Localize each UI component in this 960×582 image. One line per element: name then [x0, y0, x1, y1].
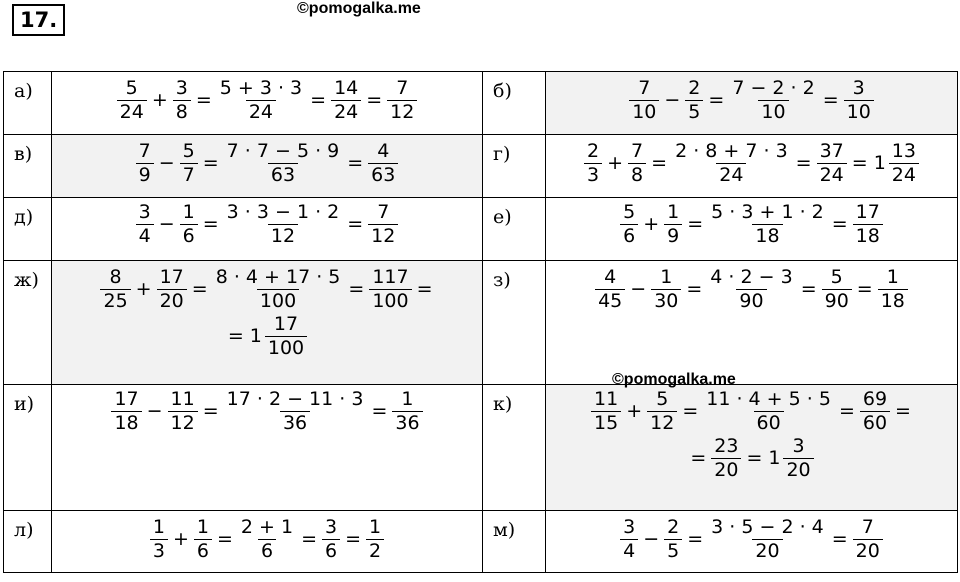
numerator: 5 [830, 266, 843, 288]
operator: = [682, 400, 699, 423]
expression-line [134, 141, 401, 186]
fraction [647, 389, 677, 434]
numerator: 1 [886, 266, 899, 288]
numerator: 1 [182, 201, 195, 223]
expression-line [115, 78, 420, 123]
numerator: 2 + 1 [240, 516, 294, 538]
fraction [265, 314, 307, 359]
operator: = [686, 278, 703, 301]
numerator: 3 [175, 77, 188, 99]
denominator: 20 [752, 539, 782, 562]
numerator: 3 [138, 201, 151, 223]
numerator: 4 [604, 266, 617, 288]
table-row [4, 385, 958, 511]
expression-line [618, 517, 885, 562]
fraction [591, 389, 621, 434]
numerator: 1 [196, 516, 209, 538]
operator: = [227, 325, 244, 348]
numerator: 69 [862, 388, 888, 410]
fraction [817, 141, 847, 186]
denominator: 9 [136, 163, 154, 186]
denominator: 90 [736, 289, 766, 312]
numerator: 2 · 8 + 7 · 3 [675, 140, 788, 162]
exercise-label: л) [4, 511, 52, 573]
denominator: 24 [817, 163, 847, 186]
fraction [387, 78, 417, 123]
exercise-solution [52, 72, 483, 135]
denominator: 8 [173, 100, 191, 123]
numerator: 3 [623, 516, 636, 538]
fraction [664, 202, 682, 247]
denominator: 100 [265, 336, 307, 359]
operator: + [151, 89, 168, 112]
denominator: 36 [280, 411, 310, 434]
fraction [180, 141, 198, 186]
operator: = [795, 152, 812, 175]
fraction [620, 202, 638, 247]
exercise-solution [546, 198, 958, 261]
numerator: 7 − 2 · 2 [732, 77, 815, 99]
denominator: 20 [853, 539, 883, 562]
denominator: 25 [100, 289, 130, 312]
fraction [194, 517, 212, 562]
expression-line [225, 314, 309, 359]
fraction [168, 389, 198, 434]
fraction [628, 141, 646, 186]
operator: + [135, 278, 152, 301]
denominator: 15 [591, 411, 621, 434]
expression-line [98, 267, 435, 312]
numerator: 17 · 2 − 11 · 3 [226, 388, 364, 410]
numerator: 17 [855, 201, 880, 223]
exercise-solution [52, 135, 483, 198]
operator: − [146, 400, 163, 423]
denominator: 12 [368, 224, 398, 247]
exercise-solution [546, 511, 958, 573]
operator: = [301, 528, 318, 551]
fraction [224, 389, 367, 434]
expression-line [627, 78, 876, 123]
operator: = [202, 152, 219, 175]
numerator: 17 [114, 388, 139, 410]
numerator: 5 [656, 388, 669, 410]
numerator: 11 [594, 388, 619, 410]
fraction [111, 389, 141, 434]
fraction [703, 389, 834, 434]
denominator: 100 [369, 289, 411, 312]
operator: = [831, 213, 848, 236]
operator: = [216, 528, 233, 551]
numerator: 7 [396, 77, 409, 99]
numerator: 3 [325, 516, 338, 538]
operator: = [651, 152, 668, 175]
exercise-label: е) [483, 198, 546, 261]
denominator: 100 [257, 289, 299, 312]
operator: = [687, 528, 704, 551]
operator: − [630, 278, 647, 301]
exercise-solution [52, 198, 483, 261]
fraction [331, 78, 361, 123]
fraction [150, 517, 168, 562]
operator: = [348, 278, 365, 301]
operator: = [687, 213, 704, 236]
denominator: 5 [685, 100, 703, 123]
denominator: 24 [117, 100, 147, 123]
denominator: 20 [711, 458, 741, 481]
solutions-table-body [4, 72, 958, 573]
fraction [711, 436, 741, 481]
denominator: 6 [322, 539, 340, 562]
operator: + [643, 213, 660, 236]
denominator: 3 [584, 163, 602, 186]
numerator: 5 [623, 201, 636, 223]
operator: = [347, 152, 364, 175]
numerator: 23 [714, 434, 739, 457]
numerator: 2 [587, 140, 600, 162]
denominator: 6 [258, 539, 276, 562]
operator: = [191, 278, 208, 301]
denominator: 6 [194, 539, 212, 562]
exercise-label: б) [483, 72, 546, 135]
fraction [100, 267, 130, 312]
numerator: 3 · 5 − 2 · 4 [711, 516, 824, 538]
exercise-label: в) [4, 135, 52, 198]
denominator: 9 [664, 224, 682, 247]
numerator: 4 [377, 140, 390, 162]
operator: = [202, 213, 219, 236]
operator: = [851, 152, 868, 175]
fraction [584, 141, 602, 186]
operator: + [626, 400, 643, 423]
fraction [180, 202, 198, 247]
fraction [136, 141, 154, 186]
operator: = [708, 89, 725, 112]
denominator: 7 [180, 163, 198, 186]
denominator: 24 [331, 100, 361, 123]
fraction [822, 267, 852, 312]
table-row [4, 261, 958, 385]
operator: = [831, 528, 848, 551]
table-row [4, 511, 958, 573]
fraction [853, 202, 883, 247]
numerator: 4 · 2 − 3 [710, 266, 793, 288]
fraction [369, 267, 411, 312]
operator: = [345, 528, 362, 551]
fraction [213, 267, 344, 312]
fraction [224, 202, 343, 247]
fraction [157, 267, 187, 312]
numerator: 3 · 3 − 1 · 2 [226, 201, 340, 223]
numerator: 117 [372, 266, 409, 288]
exercise-solution [546, 135, 958, 198]
operator: = [416, 278, 433, 301]
operator: = [366, 89, 383, 112]
numerator: 5 + 3 · 3 [219, 77, 303, 99]
denominator: 8 [628, 163, 646, 186]
operator: = [690, 447, 707, 470]
fraction [844, 78, 874, 123]
exercise-label: м) [483, 511, 546, 573]
denominator: 12 [647, 411, 677, 434]
fraction [136, 202, 154, 247]
denominator: 18 [878, 289, 908, 312]
denominator: 24 [716, 163, 746, 186]
numerator: 7 [377, 201, 390, 223]
exercise-solution [52, 385, 483, 511]
operator: − [643, 528, 660, 551]
numerator: 8 [109, 266, 122, 288]
operator: = [195, 89, 212, 112]
denominator: 18 [853, 224, 883, 247]
denominator: 60 [754, 411, 784, 434]
numerator: 7 · 7 − 5 · 9 [226, 140, 340, 162]
fraction [368, 202, 398, 247]
denominator: 60 [860, 411, 890, 434]
denominator: 3 [150, 539, 168, 562]
fraction [368, 141, 398, 186]
expression-line [109, 389, 424, 434]
operator: = [310, 89, 327, 112]
exercise-label: и) [4, 385, 52, 511]
operator: = [895, 400, 911, 423]
numerator: 7 [638, 77, 651, 99]
numerator: 1 [401, 388, 414, 410]
exercise-solution [52, 261, 483, 385]
operator: = [746, 447, 763, 470]
exercise-label: з) [483, 261, 546, 385]
numerator: 7 [138, 140, 151, 162]
fraction [224, 141, 343, 186]
operator: = [371, 400, 388, 423]
fraction [853, 517, 883, 562]
watermark-top: ©pomogalka.me [297, 0, 421, 17]
denominator: 18 [111, 411, 141, 434]
operator: = [822, 89, 839, 112]
expression-line [589, 389, 914, 434]
numerator: 11 [170, 388, 195, 410]
fraction [620, 517, 638, 562]
denominator: 24 [889, 163, 919, 186]
numerator: 11 · 4 + 5 · 5 [706, 388, 831, 410]
operator: = [856, 278, 873, 301]
numerator: 5 [182, 140, 195, 162]
numerator: 2 [688, 77, 701, 99]
denominator: 4 [620, 539, 638, 562]
numerator: 5 [125, 77, 138, 99]
fraction [889, 141, 919, 186]
denominator: 10 [758, 100, 788, 123]
denominator: 63 [368, 163, 398, 186]
fraction [685, 78, 703, 123]
solutions-table [3, 71, 958, 573]
table-row [4, 198, 958, 261]
denominator: 12 [387, 100, 417, 123]
table-row [4, 135, 958, 198]
exercise-label: к) [483, 385, 546, 511]
fraction [322, 517, 340, 562]
fraction [672, 141, 791, 186]
denominator: 5 [664, 539, 682, 562]
operator: − [158, 213, 175, 236]
numerator: 1 [660, 266, 673, 288]
fraction [783, 436, 813, 481]
numerator: 7 [861, 516, 874, 538]
denominator: 6 [180, 224, 198, 247]
fraction [366, 517, 384, 562]
fraction [651, 267, 681, 312]
fraction [664, 517, 682, 562]
denominator: 20 [157, 289, 187, 312]
expression-line [148, 517, 386, 562]
fraction [708, 517, 827, 562]
fraction [173, 78, 191, 123]
expression-line [687, 436, 815, 481]
operator: + [607, 152, 624, 175]
operator: − [664, 89, 681, 112]
fraction [729, 78, 817, 123]
exercise-label: д) [4, 198, 52, 261]
denominator: 20 [783, 458, 813, 481]
table-row [4, 72, 958, 135]
fraction [217, 78, 305, 123]
operator: = [202, 400, 219, 423]
denominator: 6 [620, 224, 638, 247]
denominator: 36 [392, 411, 422, 434]
fraction [392, 389, 422, 434]
fraction [629, 78, 659, 123]
whole-part: 1 [249, 325, 262, 348]
denominator: 90 [822, 289, 852, 312]
task-number: 17. [12, 4, 65, 36]
exercise-solution [546, 72, 958, 135]
watermark-middle: ©pomogalka.me [612, 371, 736, 388]
exercise-label: а) [4, 72, 52, 135]
expression-line [593, 267, 910, 312]
denominator: 12 [268, 224, 298, 247]
expression-line [582, 141, 921, 186]
numerator: 8 · 4 + 17 · 5 [215, 266, 341, 288]
numerator: 17 [159, 266, 184, 288]
denominator: 4 [136, 224, 154, 247]
denominator: 10 [844, 100, 874, 123]
fraction [878, 267, 908, 312]
denominator: 2 [366, 539, 384, 562]
denominator: 30 [651, 289, 681, 312]
operator: = [800, 278, 817, 301]
denominator: 63 [268, 163, 298, 186]
numerator: 5 · 3 + 1 · 2 [711, 201, 824, 223]
whole-part: 1 [768, 447, 781, 470]
numerator: 2 [667, 516, 680, 538]
numerator: 3 [792, 434, 805, 457]
operator: = [347, 213, 364, 236]
fraction [117, 78, 147, 123]
fraction [708, 202, 827, 247]
exercise-label: ж) [4, 261, 52, 385]
operator: + [172, 528, 189, 551]
numerator: 14 [334, 77, 359, 99]
numerator: 1 [152, 516, 165, 538]
expression-line [134, 202, 401, 247]
denominator: 45 [595, 289, 625, 312]
numerator: 7 [631, 140, 644, 162]
denominator: 24 [246, 100, 276, 123]
exercise-solution [52, 511, 483, 573]
denominator: 10 [629, 100, 659, 123]
numerator: 1 [667, 201, 680, 223]
operator: = [838, 400, 855, 423]
fraction [707, 267, 795, 312]
exercise-label: г) [483, 135, 546, 198]
denominator: 12 [168, 411, 198, 434]
exercise-solution [546, 385, 958, 511]
fraction [595, 267, 625, 312]
whole-part: 1 [873, 152, 886, 175]
numerator: 17 [273, 312, 299, 335]
expression-line [618, 202, 885, 247]
fraction [238, 517, 296, 562]
fraction [860, 389, 890, 434]
numerator: 3 [852, 77, 865, 99]
numerator: 13 [891, 140, 916, 162]
numerator: 1 [369, 516, 382, 538]
numerator: 37 [819, 140, 844, 162]
denominator: 18 [752, 224, 782, 247]
exercise-solution [546, 261, 958, 385]
operator: − [158, 152, 175, 175]
